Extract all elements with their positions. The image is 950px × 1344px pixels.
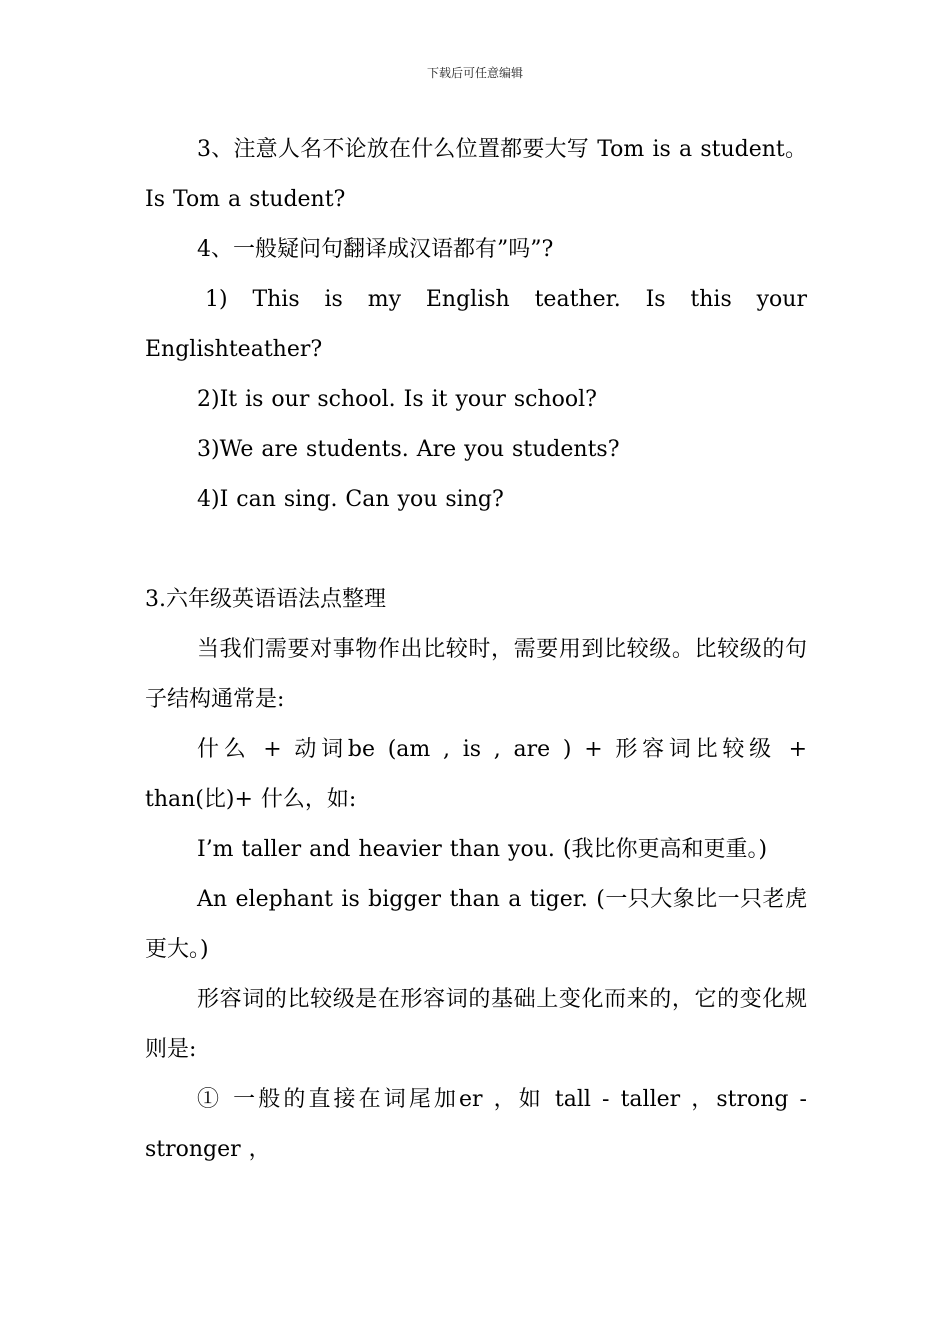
paragraph-sentence-structure: 什么 + 动词be (am , is , are ) + 形容词比较级 + than(比)+ 什么，如: [145, 737, 807, 812]
rule-item-1: ① 一般的直接在词尾加er ，如 tall - taller ，strong - stronger ， [145, 1087, 807, 1162]
section-heading: 3.六年级英语语法点整理 [145, 587, 386, 612]
paragraph-comparative-intro: 当我们需要对事物作出比较时，需要用到比较级。比较级的句子结构通常是: [145, 637, 807, 712]
document-body [145, 125, 807, 1175]
example-3: 3)We are students. Are you students? [197, 437, 620, 462]
paragraph-rule-4: 4、一般疑问句翻译成汉语都有”吗”? [197, 237, 554, 262]
example-4: 4)I can sing. Can you sing? [197, 487, 504, 512]
example-elephant: An elephant is bigger than a tiger. (一只大象比一只老虎更大。) [145, 887, 807, 962]
example-1: 1) This is my English teather. Is this your Englishteather? [145, 287, 807, 362]
paragraph-change-rules: 形容词的比较级是在形容词的基础上变化而来的，它的变化规则是: [145, 987, 807, 1062]
paragraph-rule-3: 3、注意人名不论放在什么位置都要大写 Tom is a student。Is Tom a student? [145, 137, 807, 212]
section-gap [145, 525, 807, 575]
page-header: 下载后可任意编辑 [426, 66, 523, 80]
example-2: 2)It is our school. Is it your school? [197, 387, 597, 412]
example-taller: I’m taller and heavier than you. (我比你更高和更重。) [197, 837, 768, 862]
